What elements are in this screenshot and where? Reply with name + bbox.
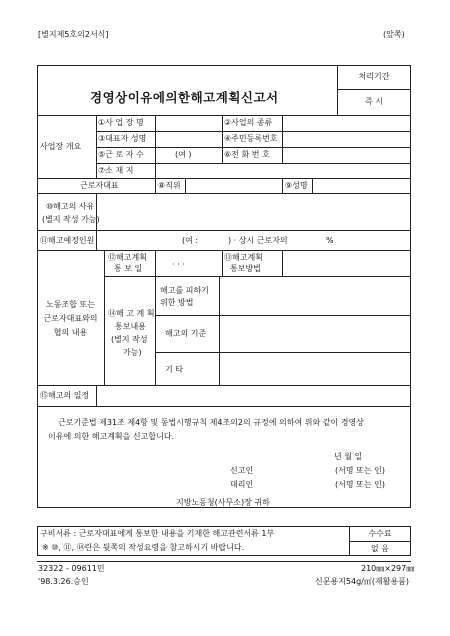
address-label: ⑦소 재 지	[98, 166, 134, 175]
female-worker-count: (여 )	[175, 150, 192, 159]
notify-method-label: ⑬해고계획	[224, 253, 263, 262]
agent-sign: (서명 또는 인)	[335, 480, 385, 489]
notify-content-line1: ⑭해 고 계 획	[108, 309, 155, 318]
workplace-section-label: 사업장 개요	[40, 142, 82, 151]
phone-label: ⑥전 화 번 호	[224, 150, 270, 159]
dismissal-reason-label: ⑩해고의 사유	[46, 202, 95, 211]
form-reference: [별지제5호의2서식]	[38, 30, 109, 39]
declaration-line1: 근로기준법 제31조 제4항 및 동법시행규칙 제4조의2의 규정에 의하여 위와 같이 경영상	[58, 418, 364, 427]
form-title: 경영상이유에의한해고계획신고서	[90, 90, 279, 105]
notify-date-label: ⑫해고계획	[108, 253, 147, 262]
processing-period-label: 처리기간	[358, 72, 390, 81]
schedule-label: ⑮해고의 일정	[40, 391, 90, 400]
agent-label: 대리인	[230, 480, 254, 489]
reporter-sign: (서명 또는 인)	[335, 466, 385, 475]
etc-label: 기 타	[165, 365, 183, 374]
consultation-side-line2: 근로자대표와의	[43, 314, 98, 323]
business-type-label: ②사업의 종류	[224, 118, 273, 127]
worker-rep-label: 근로자대표	[80, 181, 119, 190]
writing-guide-note: ※ ⑩, ⑪, ⑭란은 뒷쪽의 작성요령을 참고하시기 바랍니다.	[42, 543, 245, 552]
fee-value: 없 음	[371, 544, 389, 553]
notify-method-label-2: 통보방법	[230, 264, 261, 273]
approval-date: '98.3.26.승인	[38, 577, 89, 586]
notify-content-line2: 통보내용	[115, 322, 146, 331]
resident-number-label: ④주민등록번호	[224, 134, 278, 143]
representative-label: ③대표자 성명	[98, 134, 147, 143]
declaration-date: 년 월 일	[334, 452, 363, 461]
consultation-side-line1: 노동조합 또는	[46, 300, 95, 309]
paper-spec: 신문용지54g/㎡(재활용품)	[315, 577, 410, 586]
consultation-side-line3: 협의 내용	[53, 328, 88, 337]
notify-date-label-2: 통 보 일	[114, 264, 143, 273]
page-side-label: (앞쪽)	[383, 30, 405, 39]
planned-count-percent: %	[326, 236, 334, 245]
avoid-method-label: 해고를 피하기	[160, 286, 209, 295]
fee-label: 수수료	[368, 529, 392, 538]
declaration-line2: 이유에 의한 해고계획을 신고합니다.	[48, 432, 175, 441]
worker-rep-name-label: ⑨성명	[285, 181, 308, 190]
criteria-label: 해고의 기준	[165, 329, 207, 338]
form-code: 32322 - 09611민	[38, 564, 105, 573]
planned-count-female-open: (여 :	[182, 236, 199, 245]
worker-rep-position-label: ⑧직위	[158, 181, 181, 190]
addressee: 지방노동청(사무소)장 귀하	[176, 498, 270, 507]
processing-period-value: 즉 시	[365, 97, 383, 106]
required-docs: 구비서류 : 근로자대표에게 통보한 내용을 기재한 해고관련서류 1부	[40, 529, 275, 538]
reporter-label: 신고인	[230, 466, 254, 475]
planned-count-label: ⑪해고예정인원	[40, 236, 95, 245]
worker-count-label: ⑤근 로 자 수	[98, 150, 144, 159]
notify-content-line4: 가능)	[123, 348, 142, 357]
paper-size: 210㎜×297㎜	[361, 564, 415, 573]
notify-content-line3: (별지 작성	[111, 335, 148, 344]
business-name-label: ①사 업 장 명	[98, 118, 144, 127]
avoid-method-label-2: 위한 방법	[160, 298, 194, 307]
dismissal-reason-note: (별지 작성 가능)	[42, 215, 100, 224]
planned-count-ratio-label: ) · 상시 근로자의	[228, 236, 288, 245]
notify-date-dots: · · ·	[172, 260, 185, 269]
